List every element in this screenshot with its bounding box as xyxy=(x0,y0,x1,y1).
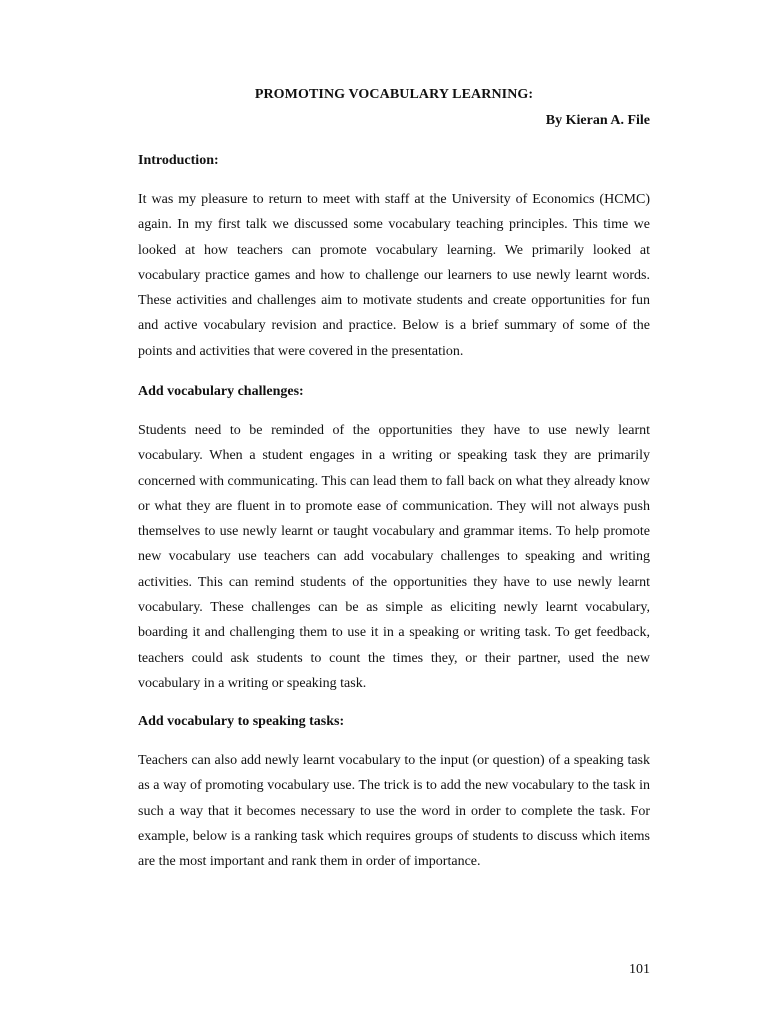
page-number: 101 xyxy=(629,962,650,977)
section-heading-introduction: Introduction: xyxy=(138,153,219,168)
author-byline: By Kieran A. File xyxy=(545,113,650,128)
section-paragraph-vocabulary-challenges: Students need to be reminded of the opportunities they have to use newly learnt vocabulary. When a student engages in a writing or speaking task they are primarily concerned with communicating. This can lead them to fall back on what they already know or what they are fluent in to promote ease of communication. They will not always push themselves to use newly learnt or taught vocabulary and grammar items. To help promote new vocabulary use teachers can add vocabulary challenges to speaking and writing activities. This can remind students of the opportunities they have to use newly learnt vocabulary. These challenges can be as simple as eliciting newly learnt vocabulary, boarding it and challenging them to use it in a speaking or writing task. To get feedback, teachers could ask students to count the times they, or their partner, used the new vocabulary in a writing or speaking task. xyxy=(138,423,650,691)
section-paragraph-speaking-tasks: Teachers can also add newly learnt vocabulary to the input (or question) of a speaking task as a way of promoting vocabulary use. The trick is to add the new vocabulary to the task in such a way that it becomes necessary to use the word in order to complete the task. For example, below is a ranking task which requires groups of students to discuss which items are the most important and rank them in order of importance. xyxy=(138,753,650,870)
document-title: PROMOTING VOCABULARY LEARNING: xyxy=(254,87,534,102)
section-heading-vocabulary-challenges: Add vocabulary challenges: xyxy=(138,384,304,399)
section-paragraph-introduction: It was my pleasure to return to meet with staff at the University of Economics (HCMC) again. In my first talk we discussed some vocabulary teaching principles. This time we looked at how teachers can promote vocabulary learning. We primarily looked at vocabulary practice games and how to challenge our learners to use newly learnt words. These activities and challenges aim to motivate students and create opportunities for fun and active vocabulary revision and practice. Below is a brief summary of some of the points and activities that were covered in the presentation. xyxy=(138,192,650,359)
section-heading-speaking-tasks: Add vocabulary to speaking tasks: xyxy=(138,714,345,729)
